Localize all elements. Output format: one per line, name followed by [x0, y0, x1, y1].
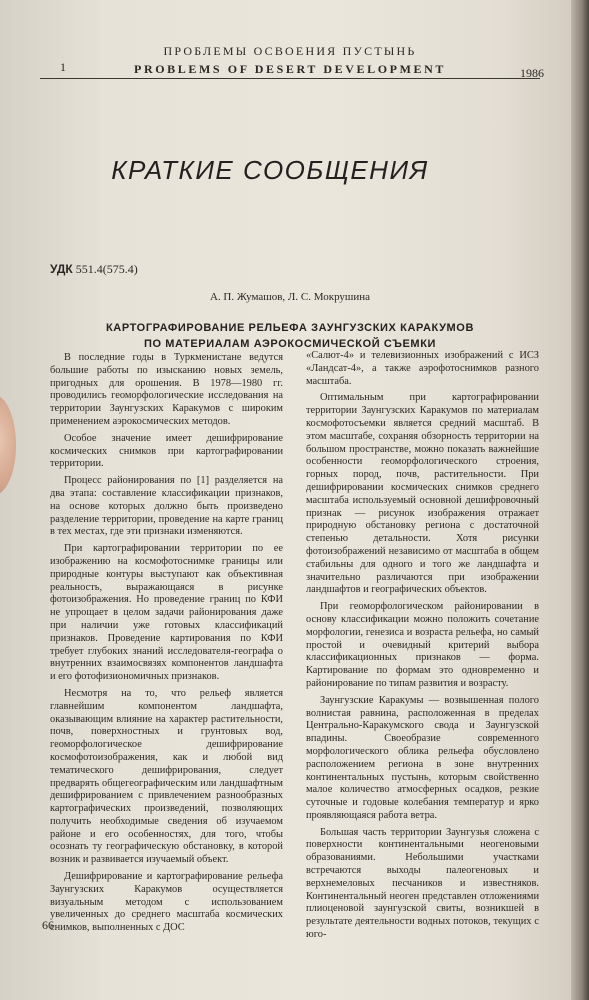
udk-number: 551.4(575.4): [75, 262, 138, 276]
paragraph: Особое значение имеет дешифрирование космических снимков при картографировании территории.: [50, 432, 283, 470]
udk-code: [50, 262, 138, 277]
article-title-line-2: ПО МАТЕРИАЛАМ АЭРОКОСМИЧЕСКОЙ СЪЕМКИ: [143, 338, 437, 350]
paragraph: При геоморфологическом районировании в основу классификации можно положить сочетание морфологии, генезиса и возраста рельефа, но самый простой и очевидный критерий выбора классификационных признаков — форма. Картирование по формам это одновременно и районирование по типам развития и возрасту.: [306, 601, 539, 689]
issue-number: 1: [60, 60, 66, 74]
paragraph: «Салют-4» и телевизионных изображений с ИСЗ «Ландсат-4», а также аэрофотоснимков разного масштаба.: [306, 350, 539, 387]
book-spine-shadow: [571, 0, 589, 1000]
udk-label: УДК: [50, 262, 73, 276]
paragraph: Оптимальным при картографировании территории Заунгузских Каракумов по материалам космофотосъемки является средний масштаб. В этом масштабе, сохраняя обзорность территории на большом пространстве, можно показать важнейшие особенности геоморфологического строения, горных пород, почв, растительности. При дешифрировании космических снимков среднего масштаба используемый основной дешифровочный признак — рисунок изображения отражает природную обстановку региона с достаточной степенью детальности. Хотя рисунки фотоизображений независимо от масштаба в общем стабильны для одного и того же ландшафта и значительно различаются при изображении ландшафтов и географических объектов.: [306, 392, 539, 596]
article-title: [40, 320, 540, 352]
right-column: [306, 350, 539, 942]
paragraph: Дешифрирование и картографирование рельефа Заунгузских Каракумов осуществляется визуальным методом с использованием увеличенных до среднего масштаба космических снимков, выполненных с ДОС: [50, 871, 283, 934]
journal-title-ru: ПРОБЛЕМЫ ОСВОЕНИЯ ПУСТЫНЬ: [163, 44, 417, 58]
left-column: [50, 352, 283, 935]
paragraph: В последние годы в Туркменистане ведутся большие работы по изысканию новых земель, пригодных для орошения. В 1978—1980 гг. проводились геоморфологические исследования на территории Заунгузских Каракумов с широким применением аэрокосмических методов.: [50, 352, 283, 427]
paragraph: Большая часть территории Заунгузья сложена с поверхности континентальными неогеновыми образованиями. Небольшими участками встречаются выходы палеогеновых и верхнемеловых песчаников и известняков. Континентальный неоген представлен отложениями плиоценовой заунгузской свиты, возникшей в результате деятельности водных потоков, текущих с юго-: [306, 826, 539, 941]
article-authors: А. П. Жумашов, Л. С. Мокрушина: [209, 291, 371, 303]
paragraph: При картографировании территории по ее изображению на космофотоснимке границы или природные контуры выступают как объективная реальность, выражающаяся в рисунке фотоизображения. Но проведение границ по КФИ не упрощает в целом задачи районирования даже при наличии уже готовых классификаций признаков. Проведение картирования по КФИ требует глубоких знаний исследователя-географа о внутренних взаимосвязях компонентов ландшафта и его фотофизиономичных признаков.: [50, 543, 283, 683]
section-title: КРАТКИЕ СООБЩЕНИЯ: [111, 155, 429, 185]
paragraph: Заунгузские Каракумы — возвышенная полого волнистая равнина, расположенная в пределах Центрально-Каракумского свода и Заунгузской впадины. Своеобразие современного морфологического облика рельефа обусловлено расположением региона в зоне внутренних континентальных пустынь, которым свойственно малое количество атмосферных осадков, резкие суточные и годовые колебания температур и ярко проявляющаяся работа ветра.: [306, 694, 539, 821]
issue-year: 1986: [520, 66, 544, 80]
article-title-line-1: КАРТОГРАФИРОВАНИЕ РЕЛЬЕФА ЗАУНГУЗСКИХ КАРАКУМОВ: [105, 322, 475, 334]
running-header: [40, 44, 544, 84]
journal-title-en: PROBLEMS OF DESERT DEVELOPMENT: [134, 62, 446, 76]
paragraph: Процесс районирования по [1] разделяется на два этапа: составление классификации признаков, на основе которых должно быть произведено разделение территории, проведение на карте границ в тех местах, где эти признаки изменяются.: [50, 475, 283, 538]
header-rule: [40, 78, 540, 79]
paragraph: Несмотря на то, что рельеф является главнейшим компонентом ландшафта, оказывающим влияние на характер растительности, почв, поверхностных и грунтовых вод, геоморфологическое дешифрирование космофотоизображения, как и любой вид тематического дешифрирования, следует предварять общегеографическим или ландшафтным дешифрированием с привлечением разнообразных картографических произведений, позволяющих получить необходимые сведения об изучаемом районе и его особенностях, для того, чтобы осознать ту географическую обстановку, в которой возник и развивается изучаемый объект.: [50, 687, 283, 866]
thumb-holding-page: [0, 395, 16, 495]
page-number: 66: [42, 918, 54, 932]
